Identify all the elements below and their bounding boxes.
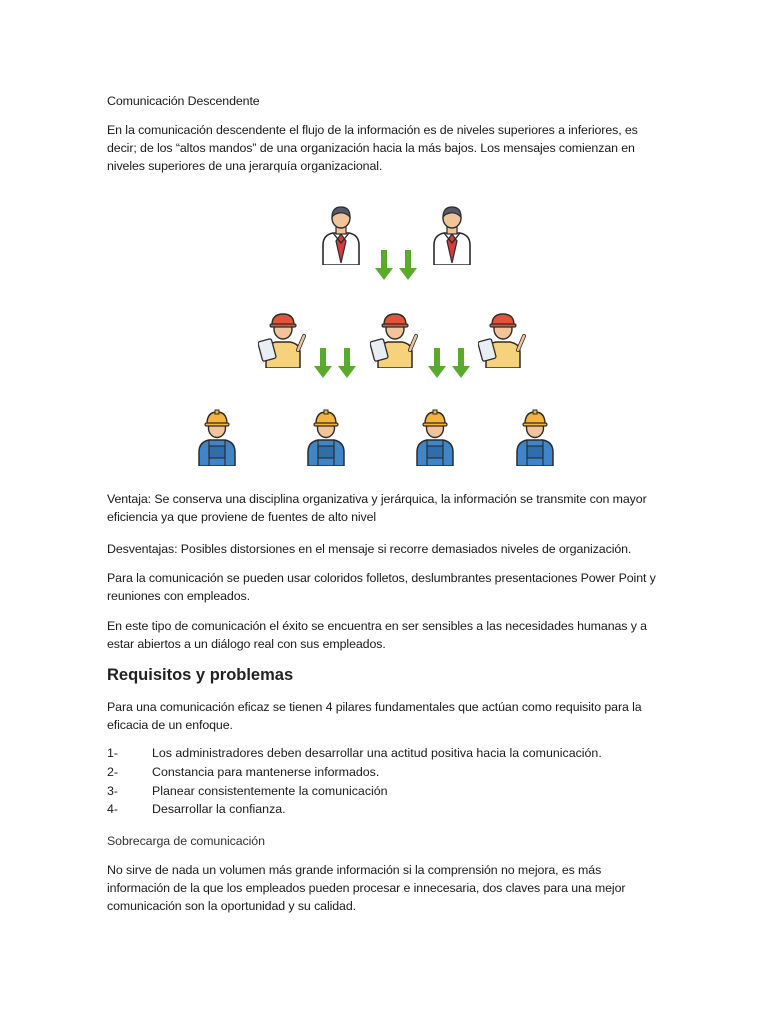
list-text: Desarrollar la confianza. xyxy=(152,802,286,817)
hierarchy-diagram xyxy=(0,0,768,480)
businessman-icon xyxy=(319,205,363,265)
overload-paragraph: No sirve de nada un volumen más grande información si la comprensión no mejora, es más información de la que los empleados pueden procesar e innecesaria, dos claves para una mejor comunicación son la oportunidad y su calidad. xyxy=(107,863,626,913)
disadvantages-paragraph: Desventajas: Posibles distorsiones en el mensaje si recorre demasiados niveles de organización. xyxy=(107,542,632,556)
engineer-with-blueprint-icon xyxy=(478,310,528,368)
arrow-down-icon xyxy=(452,348,470,378)
worker-with-hardhat-icon xyxy=(414,408,456,466)
overload-heading: Sobrecarga de comunicación xyxy=(107,834,265,848)
list-number: 2- xyxy=(107,764,119,779)
list-item xyxy=(107,744,667,763)
pillars-paragraph: Para una comunicación eficaz se tienen 4 pilares fundamentales que actúan como requisito para la eficacia de un enfoque. xyxy=(107,700,642,732)
list-item xyxy=(107,763,667,782)
arrow-down-icon xyxy=(428,348,446,378)
success-paragraph: En este tipo de comunicación el éxito se encuentra en ser sensibles a las necesidades humanas y a estar abiertos a un diálogo real con sus empleados. xyxy=(107,619,647,651)
worker-with-hardhat-icon xyxy=(514,408,556,466)
arrow-down-icon xyxy=(375,250,393,280)
engineer-with-blueprint-icon xyxy=(258,310,308,368)
list-number: 4- xyxy=(107,802,119,817)
list-text: Planear consistentemente la comunicación xyxy=(152,783,388,798)
tools-paragraph: Para la comunicación se pueden usar coloridos folletos, deslumbrantes presentaciones Power Point y reuniones con empleados. xyxy=(107,571,656,603)
arrow-down-icon xyxy=(338,348,356,378)
list-number: 1- xyxy=(107,746,119,760)
arrow-down-icon xyxy=(399,250,417,280)
worker-with-hardhat-icon xyxy=(305,408,347,466)
section-title: Comunicación Descendente xyxy=(107,94,260,108)
requirements-heading: Requisitos y problemas xyxy=(107,666,294,684)
engineer-with-blueprint-icon xyxy=(370,310,420,368)
arrow-down-icon xyxy=(314,348,332,378)
advantage-paragraph: Ventaja: Se conserva una disciplina organizativa y jerárquica, la información se transmite con mayor eficiencia ya que proviene de fuentes de alto nivel xyxy=(107,492,647,524)
list-text: Constancia para mantenerse informados. xyxy=(152,764,380,779)
businessman-icon xyxy=(430,205,474,265)
pillars-list xyxy=(107,744,667,819)
worker-with-hardhat-icon xyxy=(196,408,238,466)
list-item xyxy=(107,800,667,819)
list-item xyxy=(107,782,667,801)
list-text: Los administradores deben desarrollar una actitud positiva hacia la comunicación. xyxy=(152,746,602,760)
list-number: 3- xyxy=(107,783,119,798)
intro-paragraph: En la comunicación descendente el flujo de la información es de niveles superiores a inferiores, es decir; de los “altos mandos” de una organización hacia la más bajos. Los mensajes comienzan en niveles superiores de una jerarquía organizacional. xyxy=(107,123,638,173)
